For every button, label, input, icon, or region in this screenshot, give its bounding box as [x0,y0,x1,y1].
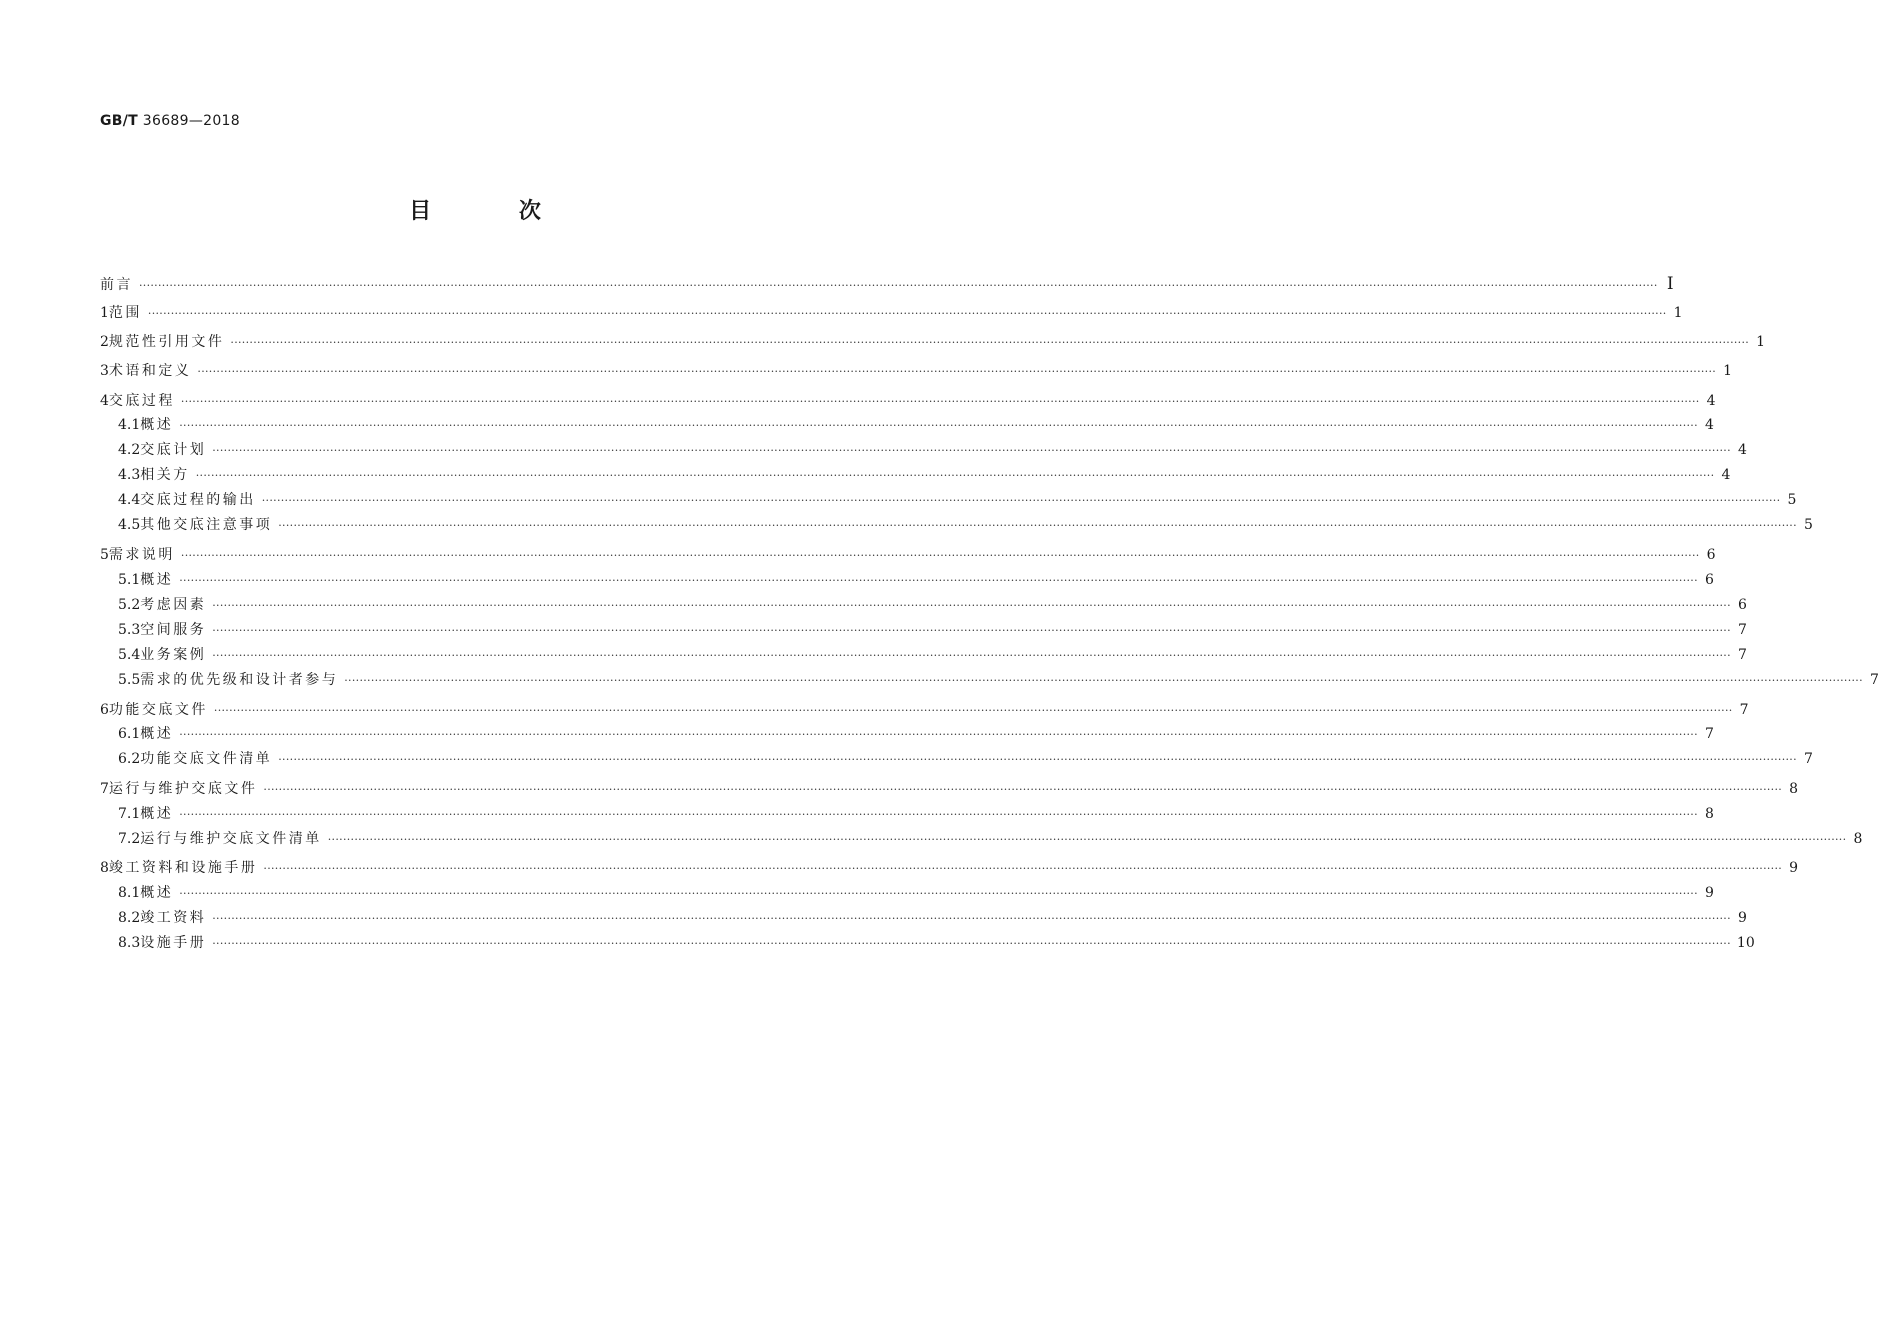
toc-entry-page: 8 [1789,781,1799,797]
toc-dot-leader: ················································································································································································································································································································································································································ [179,728,1698,741]
toc-entry-label: 概述 [140,726,174,742]
toc-dot-leader: ················································································································································································································································································································································································································ [212,599,1731,612]
toc-entry-label: 相关方 [140,467,190,483]
toc-entry-label: 需求的优先级和设计者参与 [140,672,339,688]
toc-entry[interactable] [118,907,1747,929]
toc-entry-page: 7 [1704,726,1714,742]
toc-entry-label: 范围 [108,305,142,321]
toc-entry-label: 交底计划 [140,442,207,458]
toc-entry[interactable] [118,619,1747,641]
toc-entry-page: 8 [1853,831,1863,847]
toc-entry-page: 5 [1787,492,1797,508]
toc-entry-number: 7.2 [118,831,141,847]
toc-entry-number: 6.1 [118,726,141,742]
toc-dot-leader: ················································································································································································································································································································································································································ [212,649,1731,662]
toc-entry-label: 设施手册 [140,935,207,951]
toc-dot-leader: ················································································································································································································································································································································································································ [212,444,1731,457]
toc-entry-label: 交底过程的输出 [140,492,256,508]
toc-entry-page: 1 [1756,334,1766,350]
toc-dot-leader: ················································································································································································································································································································································································································ [212,624,1731,637]
toc-dot-leader: ················································································································································································································································································································································································································ [147,307,1667,320]
standard-code [100,113,240,129]
toc-entry-number: 8.1 [118,885,141,901]
toc-entry-label: 功能交底文件 [108,702,208,718]
toc-entry[interactable] [100,302,1683,324]
toc-entry[interactable] [118,669,1879,691]
toc-entry[interactable] [118,644,1747,666]
toc-entry-number: 1 [100,305,109,321]
toc-entry-number: 4.5 [118,517,141,533]
toc-dot-leader: ················································································································································································································································································································································································································ [179,574,1698,587]
toc-entry-number: 5 [100,547,109,563]
toc-entry-number: 5.3 [118,622,141,638]
toc-entry-number: 7.1 [118,806,141,822]
toc-entry-page: 4 [1706,393,1716,409]
toc-entry[interactable] [118,464,1731,486]
toc-dot-leader: ················································································································································································································································································································································································································ [139,279,1658,292]
toc-entry-page: 6 [1706,547,1716,563]
toc-entry-page: 1 [1673,305,1683,321]
toc-dot-leader: ················································································································································································································································································································································································································ [212,912,1731,925]
toc-entry-number: 6.2 [118,751,141,767]
toc-entry-label: 其他交底注意事项 [140,517,273,533]
toc-entry-page: 7 [1739,702,1749,718]
toc-entry-page: 9 [1704,885,1714,901]
toc-entry-number: 4 [100,393,109,409]
toc-entry-number: 2 [100,334,109,350]
toc-entry[interactable] [100,390,1716,412]
toc-entry-page: 4 [1721,467,1731,483]
toc-entry-page: 7 [1869,672,1879,688]
toc-entry-label: 考虑因素 [140,597,207,613]
toc-entry[interactable] [118,803,1714,825]
toc-entry[interactable] [118,569,1714,591]
toc-entry-number: 5.1 [118,572,141,588]
toc-entry-label: 需求说明 [108,547,175,563]
toc-entry-number: 8.3 [118,935,141,951]
standard-number: 36689—2018 [142,113,240,129]
toc-dot-leader: ················································································································································································································································································································································································································ [344,674,1863,687]
toc-entry-number: 8.2 [118,910,141,926]
toc-entry-label: 交底过程 [108,393,175,409]
toc-dot-leader: ················································································································································································································································································································································································································ [179,887,1698,900]
toc-entry-label: 概述 [140,417,174,433]
toc-entry-label: 前言 [100,277,133,293]
toc-entry[interactable] [118,932,1755,954]
toc-entry[interactable] [100,778,1799,800]
toc-entry-page: 8 [1704,806,1714,822]
toc-entry-label: 概述 [140,885,174,901]
toc-entry-page: 10 [1736,935,1755,951]
toc-entry-number: 4.4 [118,492,141,508]
standard-prefix: GB/T [100,113,139,129]
toc-entry[interactable] [118,594,1747,616]
toc-entry-number: 3 [100,363,109,379]
toc-entry[interactable] [100,857,1799,879]
toc-entry-page: 9 [1737,910,1747,926]
toc-entry-number: 4.2 [118,442,141,458]
toc-entry-number: 5.2 [118,597,141,613]
toc-entry[interactable] [118,489,1797,511]
toc-entry-label: 概述 [140,806,174,822]
toc-entry-label: 规范性引用文件 [108,334,225,350]
toc-dot-leader: ················································································································································································································································································································································································································ [278,753,1797,766]
toc-entry-page: 7 [1803,751,1813,767]
toc-entry-page: 7 [1737,622,1747,638]
toc-dot-leader: ················································································································································································································································································································································································································ [261,494,1781,507]
toc-entry-page: 6 [1704,572,1714,588]
toc-entry-label: 功能交底文件清单 [140,751,273,767]
toc-entry-page: 9 [1789,860,1799,876]
toc-entry-label: 业务案例 [140,647,207,663]
toc-dot-leader: ················································································································································································································································································································································································································ [179,808,1698,821]
toc-entry[interactable] [118,514,1813,536]
toc-entry-number: 6 [100,702,109,718]
toc-entry-number: 7 [100,781,109,797]
toc-entry-number: 5.5 [118,672,141,688]
toc-entry-label: 空间服务 [140,622,207,638]
toc-dot-leader: ················································································································································································································································································································································································································ [278,519,1797,532]
toc-entry[interactable] [118,882,1714,904]
toc-entry-page: Ⅰ [1666,274,1674,293]
toc-entry[interactable] [100,273,1674,295]
toc-entry[interactable] [100,699,1749,721]
toc-entry[interactable] [118,414,1714,436]
toc-entry[interactable] [100,544,1716,566]
toc-entry-label: 运行与维护交底文件 [108,781,258,797]
toc-dot-leader: ················································································································································································································································································································································································································ [195,469,1715,482]
toc-dot-leader: ················································································································································································································································································································································································································ [179,419,1698,432]
toc-entry[interactable] [118,748,1813,770]
toc-entry-page: 4 [1704,417,1714,433]
toc-entry-label: 竣工资料 [140,910,207,926]
toc-title: 目 次 [409,199,581,224]
toc-entry[interactable] [100,331,1766,353]
toc-entry-page: 4 [1737,442,1747,458]
toc-dot-leader: ················································································································································································································································································································································································································ [180,395,1700,408]
toc-entry-number: 4.3 [118,467,141,483]
toc-entry-page: 5 [1803,517,1813,533]
toc-entry-number: 5.4 [118,647,141,663]
toc-entry-label: 运行与维护交底文件清单 [140,831,322,847]
toc-dot-leader: ················································································································································································································································································································································································································ [213,704,1733,717]
toc-entry[interactable] [118,439,1747,461]
toc-entry-page: 1 [1723,363,1733,379]
toc-dot-leader: ················································································································································································································································································································································································································ [197,365,1717,378]
toc-entry[interactable] [118,723,1714,745]
toc-entry-number: 8 [100,860,109,876]
toc-entry-page: 6 [1737,597,1747,613]
toc-entry-label: 术语和定义 [108,363,192,379]
toc-dot-leader: ················································································································································································································································································································································································································ [263,783,1783,796]
toc-entry-page: 7 [1737,647,1747,663]
toc-entry-label: 竣工资料和设施手册 [108,860,258,876]
toc-entry-label: 概述 [140,572,174,588]
toc-dot-leader: ················································································································································································································································································································································································································ [327,833,1847,846]
toc-dot-leader: ················································································································································································································································································································································································································ [230,336,1750,349]
toc-dot-leader: ················································································································································································································································································································································································································ [263,862,1783,875]
toc-entry[interactable] [118,828,1863,850]
toc-dot-leader: ················································································································································································································································································································································································································ [180,549,1700,562]
toc-entry[interactable] [100,360,1733,382]
toc-entry-number: 4.1 [118,417,141,433]
toc-dot-leader: ················································································································································································································································································································································································································ [212,937,1731,950]
